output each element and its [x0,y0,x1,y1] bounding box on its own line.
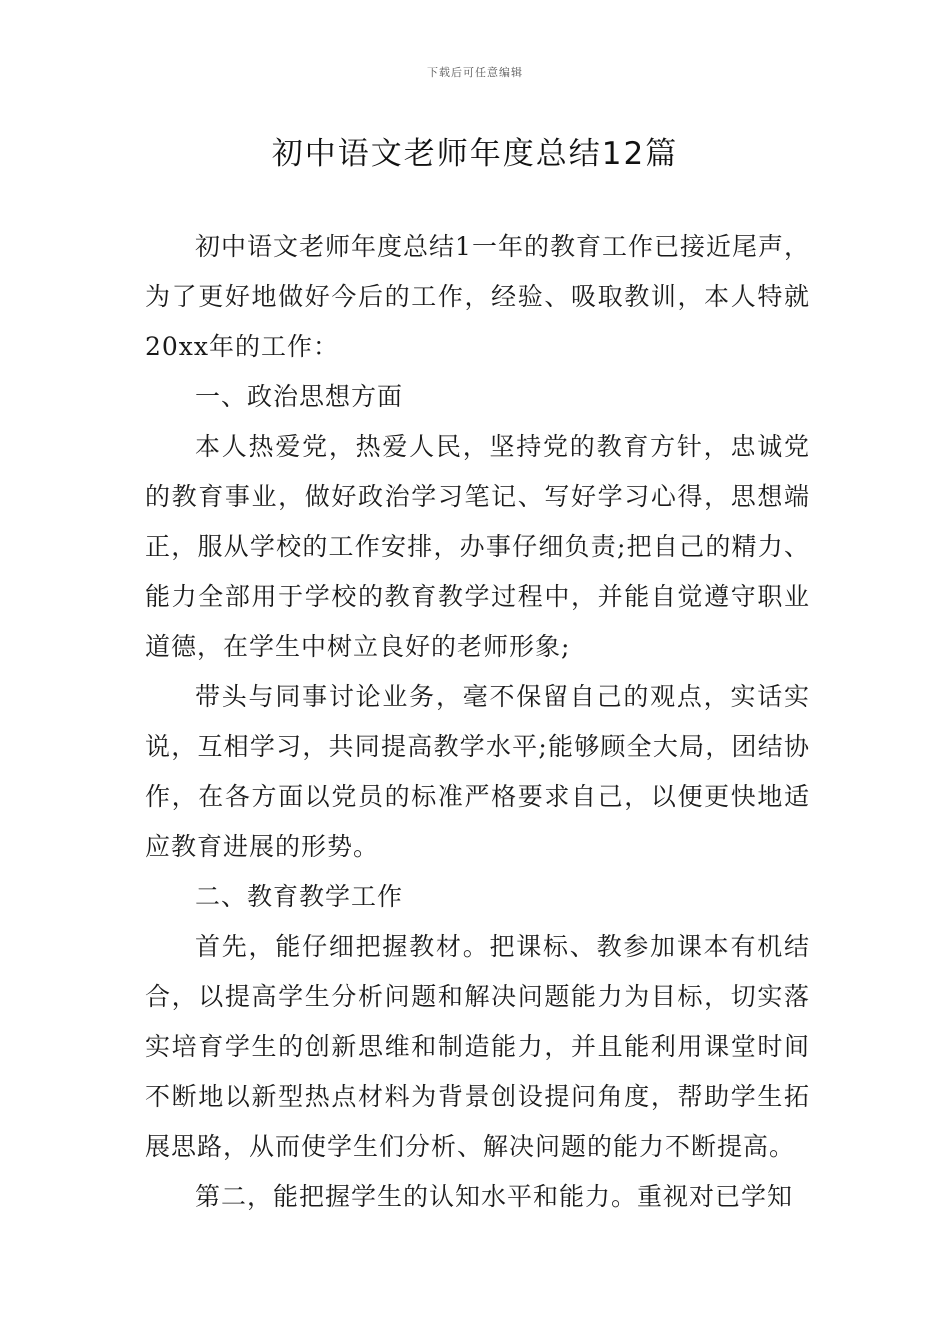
paragraph-colleagues: 带头与同事讨论业务，毫不保留自己的观点，实话实说，互相学习，共同提高教学水平;能够顾全大局，团结协作，在各方面以党员的标准严格要求自己，以便更快地适应教育进展的形势。 [145,682,810,861]
document-body [145,222,810,1222]
document-title: 初中语文老师年度总结12篇 [271,136,679,172]
paragraph-political: 本人热爱党，热爱人民，坚持党的教育方针，忠诚党的教育事业，做好政治学习笔记、写好学习心得，思想端正，服从学校的工作安排，办事仔细负责;把自己的精力、能力全部用于学校的教育教学过程中，并能自觉遵守职业道德，在学生中树立良好的老师形象; [145,432,810,661]
section-heading-teaching: 二、教育教学工作 [195,882,404,911]
section-heading-political: 一、政治思想方面 [195,382,404,411]
paragraph-intro: 初中语文老师年度总结1一年的教育工作已接近尾声，为了更好地做好今后的工作，经验、吸取教训，本人特就20xx年的工作： [145,232,810,361]
header-note: 下载后可任意编辑 [427,66,523,79]
paragraph-first: 首先，能仔细把握教材。把课标、教参加课本有机结合，以提高学生分析问题和解决问题能力为目标，切实落实培育学生的创新思维和制造能力，并且能利用课堂时间不断地以新型热点材料为背景创设提问角度，帮助学生拓展思路，从而使学生们分析、解决问题的能力不断提高。 [145,932,810,1161]
paragraph-second: 第二，能把握学生的认知水平和能力。重视对已学知 [195,1182,794,1211]
